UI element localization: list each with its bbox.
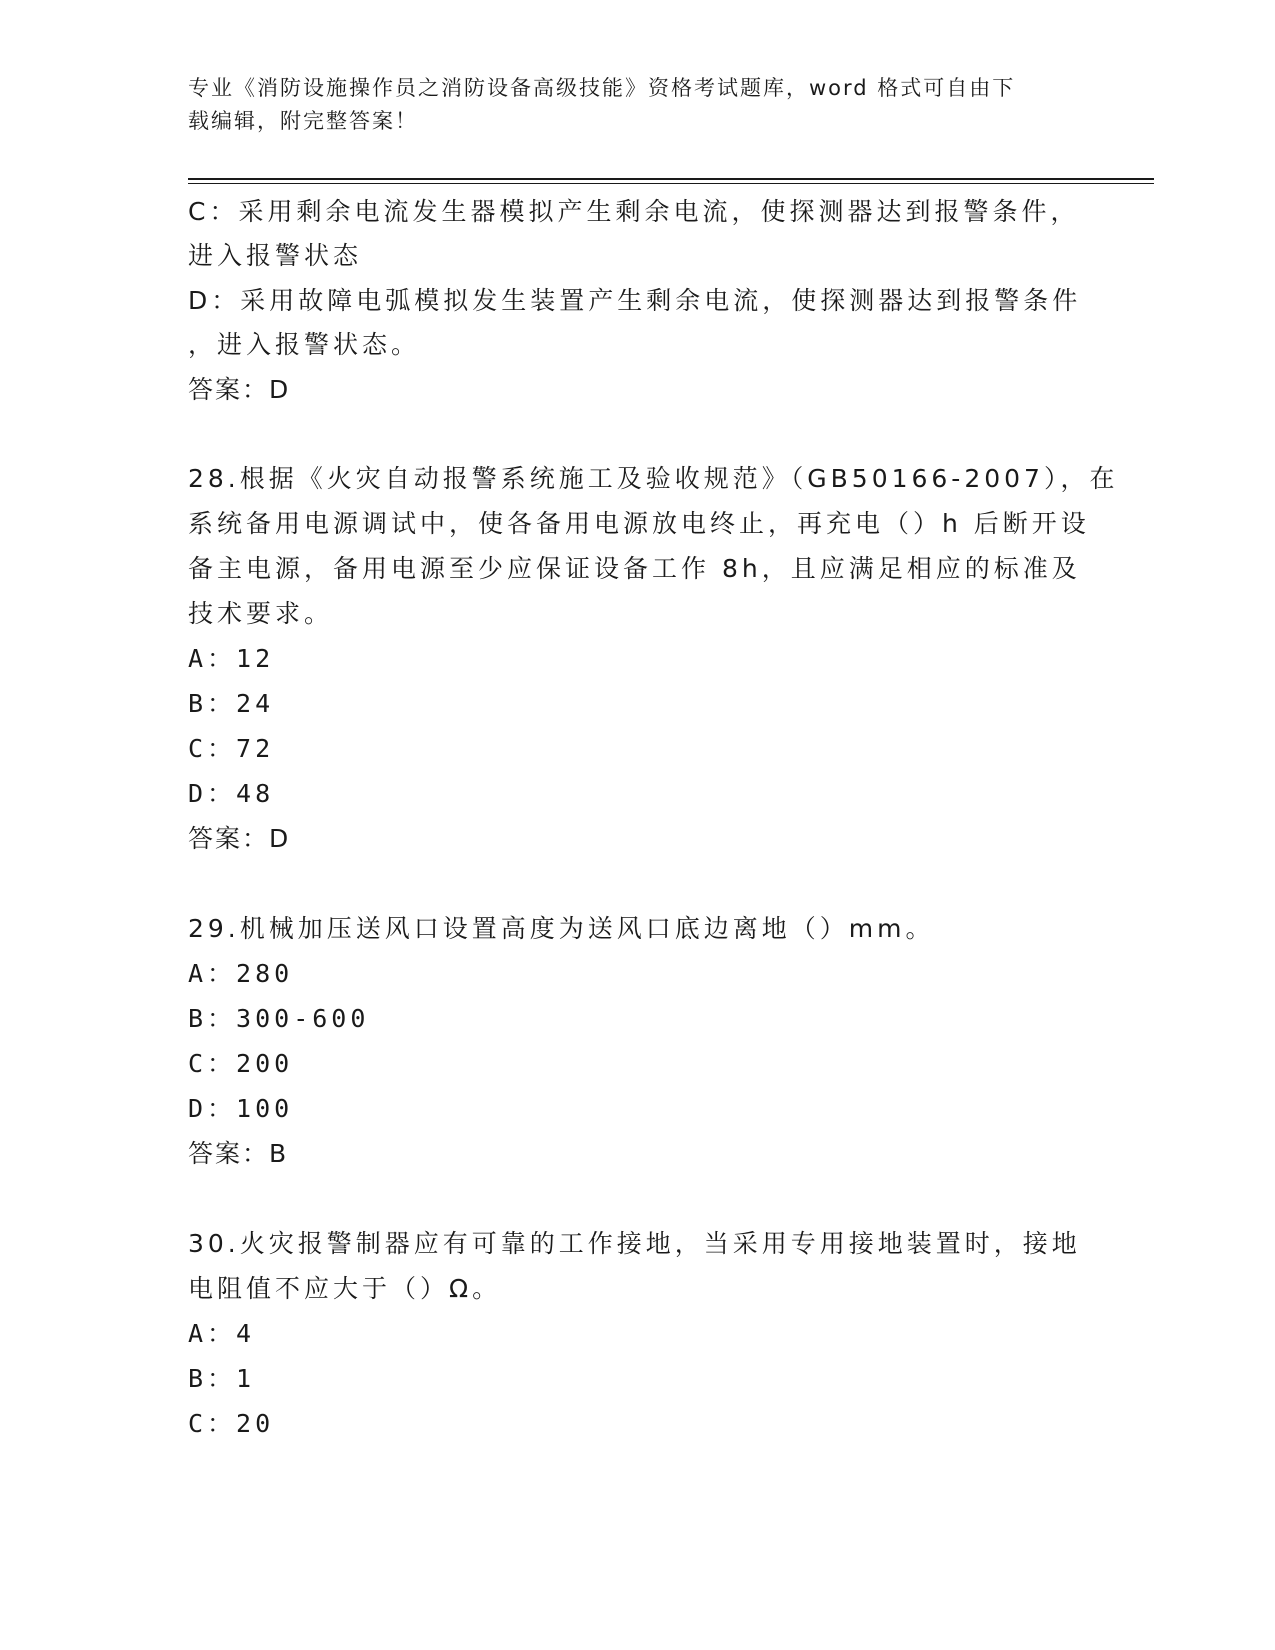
q28-option-c: C：72 xyxy=(188,734,275,763)
q28-option-d: D：48 xyxy=(188,779,275,808)
q28-stem-line-4: 技术要求。 xyxy=(188,599,334,628)
page-header xyxy=(188,72,1068,138)
q30-option-b: B：1 xyxy=(188,1364,256,1393)
q30-option-a: A：4 xyxy=(188,1319,256,1348)
q28-stem-line-2: 系统备用电源调试中，使各备用电源放电终止，再充电（）h 后断开设 xyxy=(188,509,1090,538)
q28-answer: 答案：D xyxy=(188,824,291,853)
q28-stem-line-3: 备主电源，备用电源至少应保证设备工作 8h，且应满足相应的标准及 xyxy=(188,554,1081,583)
q29-option-b: B：300-600 xyxy=(188,1004,370,1033)
header-divider-thick xyxy=(188,178,1154,180)
q28-stem-line-1: 28.根据《火灾自动报警系统施工及验收规范》（GB50166-2007），在 xyxy=(188,464,1119,493)
q29-option-d: D：100 xyxy=(188,1094,294,1123)
q28-option-b: B：24 xyxy=(188,689,275,718)
header-divider-thin xyxy=(188,183,1154,184)
q29-answer: 答案：B xyxy=(188,1139,289,1168)
q29-stem-line-1: 29.机械加压送风口设置高度为送风口底边离地（）mm。 xyxy=(188,914,935,943)
prev-answer: 答案：D xyxy=(188,375,291,404)
prev-option-d-line-1: D：采用故障电弧模拟发生装置产生剩余电流，使探测器达到报警条件 xyxy=(188,286,1082,315)
prev-option-d-line-2: ，进入报警状态。 xyxy=(188,330,421,359)
q28-option-a: A：12 xyxy=(188,644,275,673)
q30-stem-line-1: 30.火灾报警制器应有可靠的工作接地，当采用专用接地装置时，接地 xyxy=(188,1229,1081,1258)
prev-option-c-line-2: 进入报警状态 xyxy=(188,241,363,270)
q30-option-c: C：20 xyxy=(188,1409,275,1438)
header-line-1: 专业《消防设施操作员之消防设备高级技能》资格考试题库，word 格式可自由下 xyxy=(188,76,1016,100)
q29-option-c: C：200 xyxy=(188,1049,294,1078)
q29-option-a: A：280 xyxy=(188,959,294,988)
prev-option-c-line-1: C：采用剩余电流发生器模拟产生剩余电流，使探测器达到报警条件， xyxy=(188,197,1080,226)
header-line-2: 载编辑，附完整答案！ xyxy=(188,109,418,133)
q30-stem-line-2: 电阻值不应大于（）Ω。 xyxy=(188,1274,502,1303)
